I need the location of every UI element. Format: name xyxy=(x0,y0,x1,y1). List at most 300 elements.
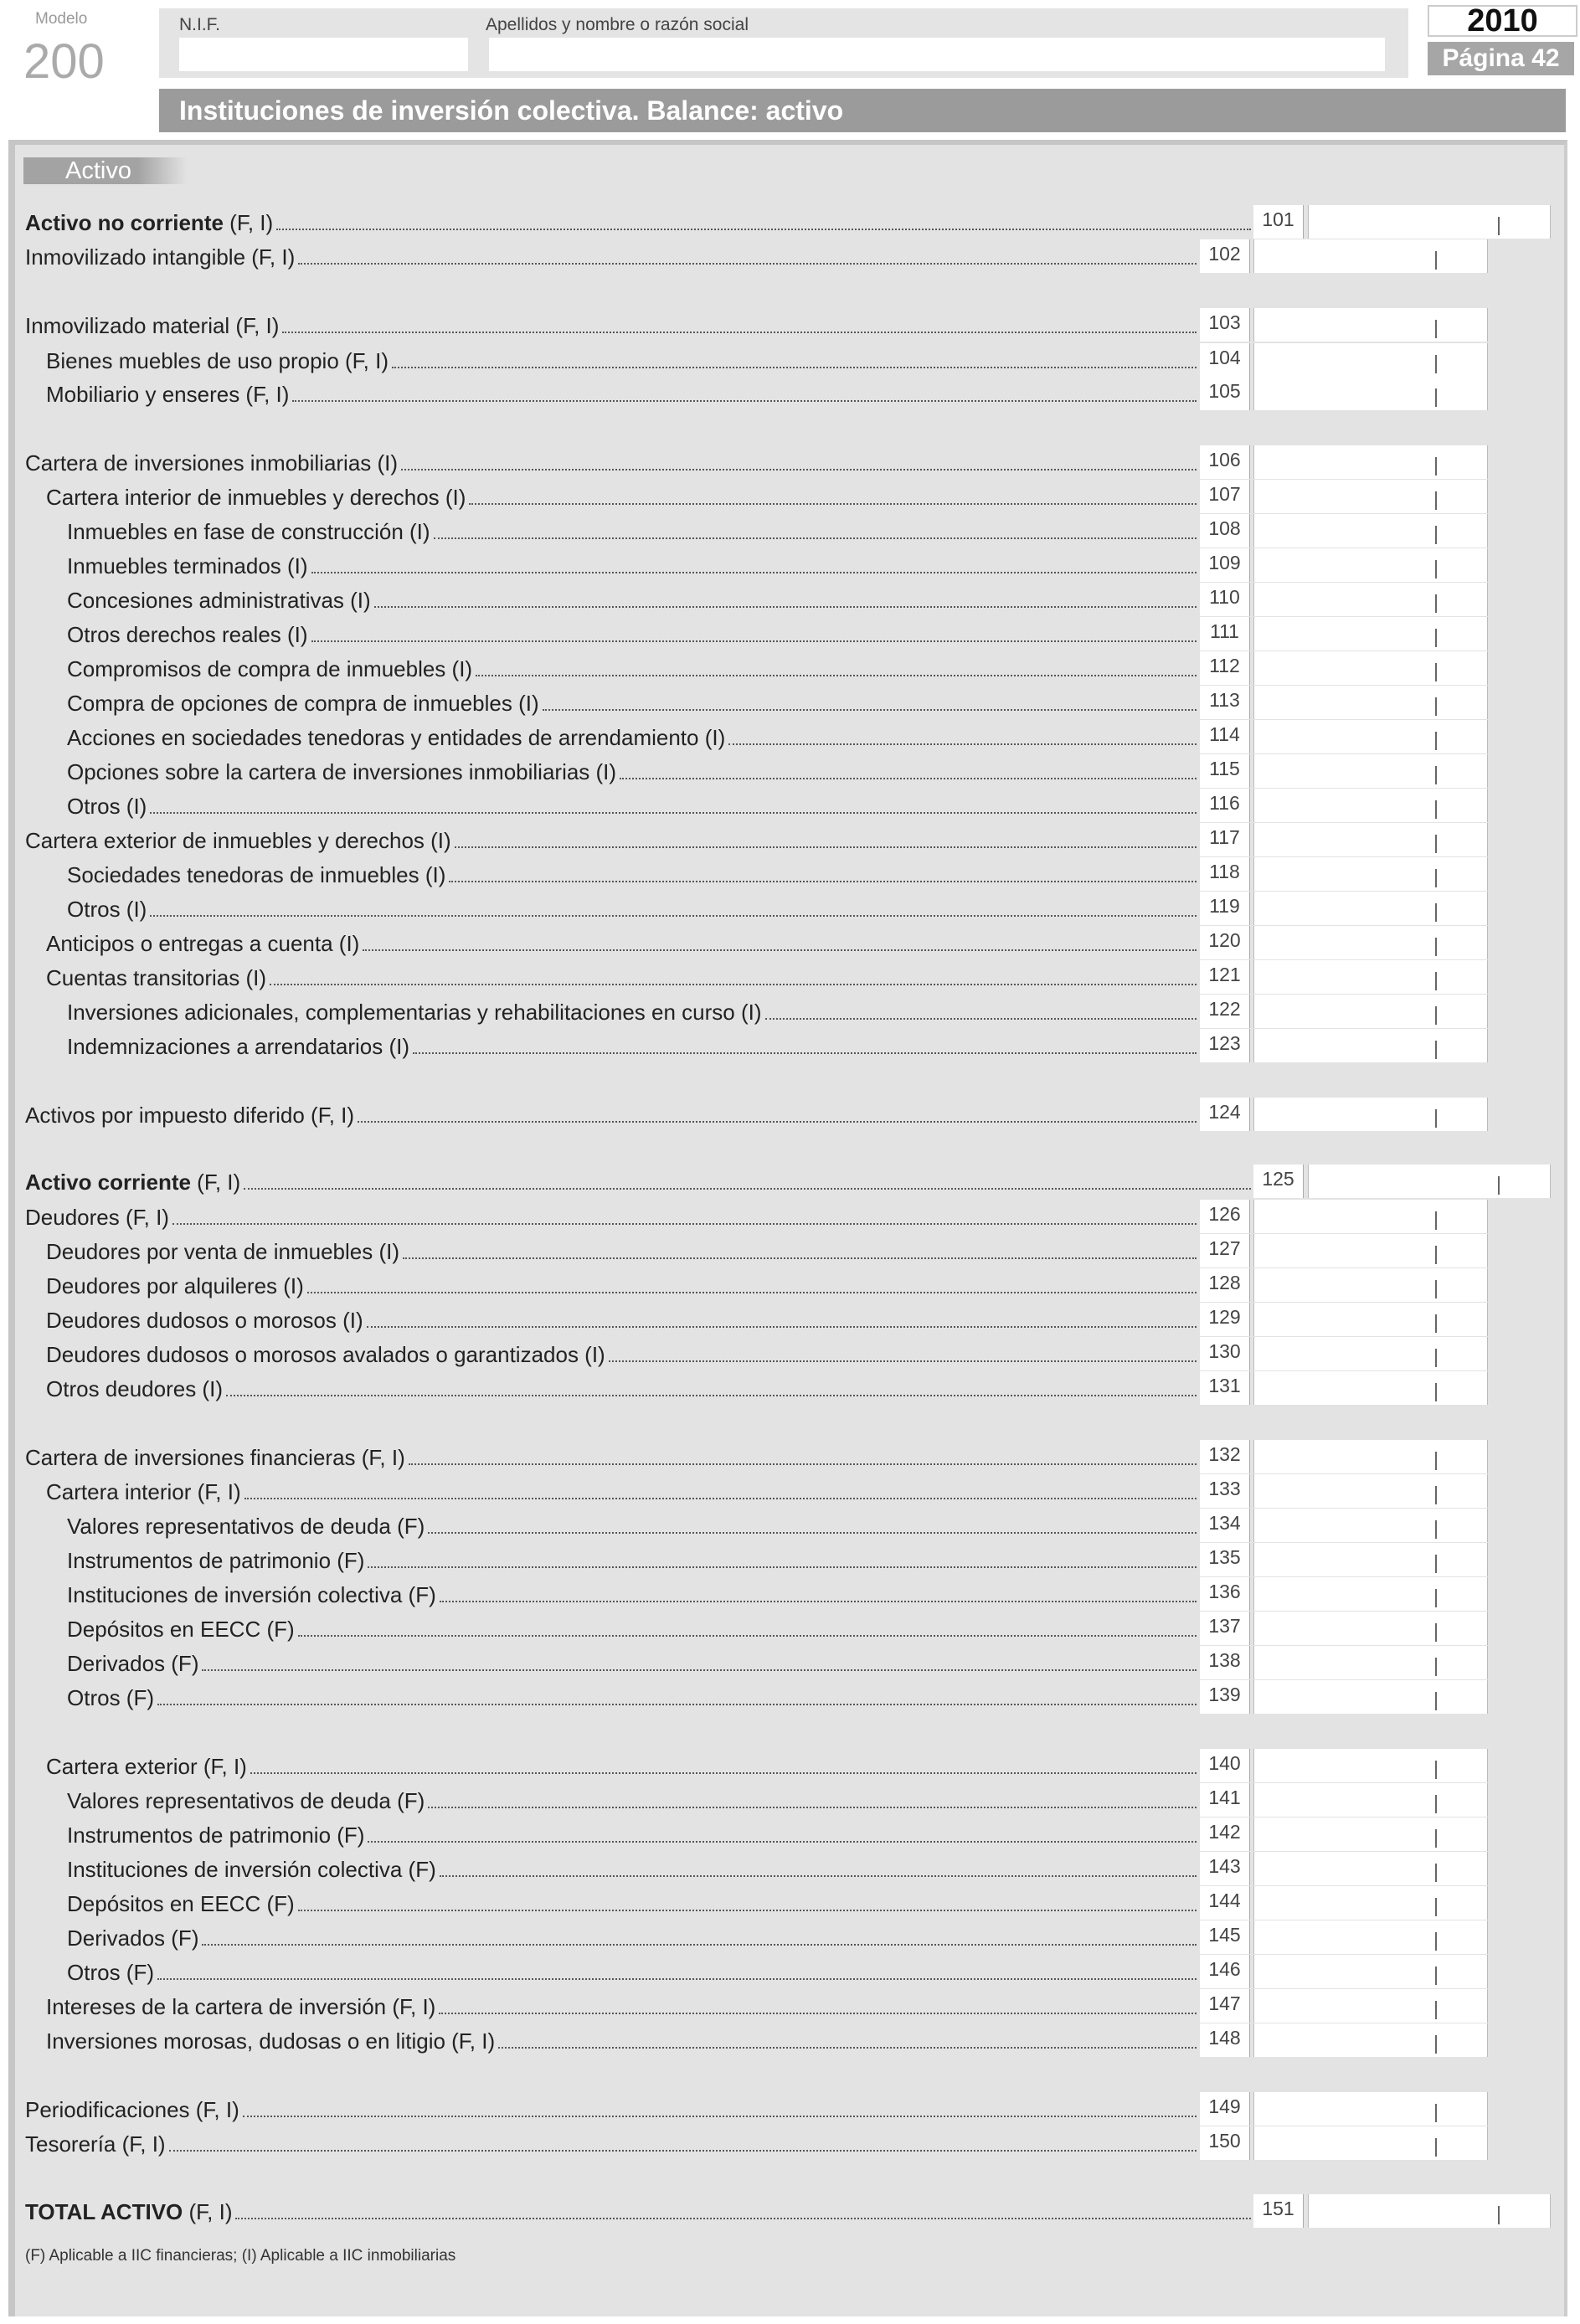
row-label-text xyxy=(67,725,725,750)
decimal-separator-mark xyxy=(1435,1555,1437,1573)
amount-field[interactable] xyxy=(1253,2126,1488,2160)
amount-field[interactable] xyxy=(1308,205,1551,239)
leader-dots xyxy=(498,2047,1197,2049)
leader-dots xyxy=(150,812,1197,814)
row-label-main: Indemnizaciones a arrendatarios (I) xyxy=(67,1034,409,1059)
form-row xyxy=(0,892,1580,925)
amount-field[interactable] xyxy=(1253,1920,1488,1954)
row-label-text xyxy=(25,828,451,853)
form-row xyxy=(0,754,1580,788)
decimal-separator-mark xyxy=(1435,1314,1437,1333)
form-row xyxy=(0,239,1580,273)
row-label-text xyxy=(25,1103,354,1128)
row-label-suffix: (F, I) xyxy=(183,2199,233,2224)
row-label-text xyxy=(67,759,616,784)
row-label-main: Activo no corriente xyxy=(25,210,224,235)
form-row xyxy=(0,1098,1580,1131)
row-label-text xyxy=(25,2097,239,2122)
box-code: 128 xyxy=(1200,1268,1250,1302)
leader-dots xyxy=(244,1498,1197,1499)
row-label xyxy=(67,790,1197,819)
form-row xyxy=(0,1371,1580,1405)
row-label-main: Deudores (F, I) xyxy=(25,1205,169,1230)
form-row xyxy=(0,2092,1580,2126)
amount-field[interactable] xyxy=(1308,2194,1551,2228)
nif-field[interactable] xyxy=(179,38,468,71)
form-row xyxy=(0,1612,1580,1645)
leader-dots xyxy=(150,915,1197,917)
leader-dots xyxy=(469,503,1197,505)
row-label-main: Inmovilizado material (F, I) xyxy=(25,313,280,338)
row-label-main: Periodificaciones (F, I) xyxy=(25,2097,239,2122)
amount-field[interactable] xyxy=(1253,1680,1488,1714)
row-label-text xyxy=(46,1754,247,1779)
row-label-text xyxy=(67,1857,436,1882)
decimal-separator-mark xyxy=(1435,1211,1437,1230)
form-row xyxy=(0,789,1580,822)
box-code: 115 xyxy=(1200,754,1250,788)
amount-field[interactable] xyxy=(1253,823,1488,856)
form-row xyxy=(0,308,1580,342)
row-label xyxy=(46,1751,1197,1779)
row-label-main: Compromisos de compra de inmuebles (I) xyxy=(67,656,473,681)
form-row xyxy=(0,823,1580,856)
row-label-main: Intereses de la cartera de inversión (F, I) xyxy=(46,1994,436,2019)
row-label-text xyxy=(67,1891,295,1916)
form-row xyxy=(0,1783,1580,1817)
form-row xyxy=(0,480,1580,513)
amount-field[interactable] xyxy=(1253,308,1488,342)
box-code: 143 xyxy=(1200,1852,1250,1885)
row-label-main: Instituciones de inversión colectiva (F) xyxy=(67,1857,436,1882)
decimal-separator-mark xyxy=(1435,491,1437,510)
form-row xyxy=(0,583,1580,616)
decimal-separator-mark xyxy=(1435,1349,1437,1367)
form-row xyxy=(0,651,1580,685)
row-label-main: Inmuebles terminados (I) xyxy=(67,553,308,578)
leader-dots xyxy=(311,640,1197,642)
row-label xyxy=(67,1854,1197,1882)
row-label-text xyxy=(46,1273,304,1298)
decimal-separator-mark xyxy=(1435,1932,1437,1951)
amount-field[interactable] xyxy=(1253,1474,1488,1508)
form-row xyxy=(0,1543,1580,1576)
box-code: 129 xyxy=(1200,1303,1250,1336)
decimal-separator-mark xyxy=(1435,251,1437,270)
decimal-separator-mark xyxy=(1435,1967,1437,1985)
row-label-main: Otros derechos reales (I) xyxy=(67,622,308,647)
amount-field[interactable] xyxy=(1308,1165,1551,1198)
form-row xyxy=(0,960,1580,994)
form-row xyxy=(0,2194,1580,2228)
leader-dots xyxy=(543,709,1197,711)
amount-field[interactable] xyxy=(1253,1989,1488,2023)
row-label xyxy=(67,756,1197,784)
box-code: 119 xyxy=(1200,892,1250,925)
leader-dots xyxy=(374,606,1197,608)
row-label xyxy=(67,1819,1197,1848)
row-label-main: Bienes muebles de uso propio (F, I) xyxy=(46,348,389,373)
decimal-separator-mark xyxy=(1435,800,1437,819)
amount-field[interactable] xyxy=(1253,1440,1488,1473)
amount-field[interactable] xyxy=(1253,239,1488,273)
form-row xyxy=(0,1303,1580,1336)
year-box: 2010 xyxy=(1428,5,1577,37)
form-row xyxy=(0,514,1580,548)
box-code: 124 xyxy=(1200,1098,1250,1131)
amount-field[interactable] xyxy=(1253,1749,1488,1782)
box-code: 111 xyxy=(1200,617,1250,650)
row-label-suffix: (F, I) xyxy=(223,210,274,235)
leader-dots xyxy=(202,1944,1197,1946)
row-label-text xyxy=(67,519,430,544)
decimal-separator-mark xyxy=(1435,2035,1437,2054)
amount-field[interactable] xyxy=(1253,686,1488,719)
decimal-separator-mark xyxy=(1435,903,1437,922)
amount-field[interactable] xyxy=(1253,995,1488,1028)
row-label-text xyxy=(67,553,308,578)
form-row xyxy=(0,2023,1580,2057)
leader-dots xyxy=(413,1052,1197,1054)
leader-dots xyxy=(476,675,1197,676)
leader-dots xyxy=(157,1704,1197,1705)
form-row xyxy=(0,1818,1580,1851)
form-row xyxy=(0,1234,1580,1267)
row-label-main: Cartera de inversiones financieras (F, I) xyxy=(25,1445,405,1470)
row-label xyxy=(67,1888,1197,1916)
box-code: 134 xyxy=(1200,1509,1250,1542)
amount-field[interactable] xyxy=(1253,1268,1488,1302)
nif-label: N.I.F. xyxy=(179,15,221,34)
row-label xyxy=(67,687,1197,716)
amount-field[interactable] xyxy=(1253,1886,1488,1920)
decimal-separator-mark xyxy=(1435,1589,1437,1607)
row-label-text xyxy=(67,1685,154,1710)
amount-field[interactable] xyxy=(1253,1852,1488,1885)
box-code: 141 xyxy=(1200,1783,1250,1817)
decimal-separator-mark xyxy=(1435,388,1437,407)
row-label-main: Tesorería (F, I) xyxy=(25,2131,166,2157)
row-label-main: Cartera interior de inmuebles y derechos (I) xyxy=(46,485,466,510)
row-label-main: Inmuebles en fase de construcción (I) xyxy=(67,519,430,544)
decimal-separator-mark xyxy=(1498,1176,1500,1195)
amount-field[interactable] xyxy=(1253,1612,1488,1645)
row-label xyxy=(67,1682,1197,1710)
leader-dots xyxy=(235,2218,1251,2219)
row-label-main: Cartera de inversiones inmobiliarias (I) xyxy=(25,450,399,476)
box-code: 104 xyxy=(1200,343,1250,377)
row-label-main: Otros deudores (I) xyxy=(46,1376,223,1401)
amount-field[interactable] xyxy=(1253,1509,1488,1542)
decimal-separator-mark xyxy=(1435,766,1437,784)
modelo-number: 200 xyxy=(23,34,105,89)
form-row xyxy=(0,445,1580,479)
decimal-separator-mark xyxy=(1498,217,1500,235)
amount-field[interactable] xyxy=(1253,857,1488,891)
amount-field[interactable] xyxy=(1253,1337,1488,1370)
row-label-text xyxy=(67,1926,198,1951)
decimal-separator-mark xyxy=(1435,1658,1437,1676)
nombre-field[interactable] xyxy=(489,38,1385,71)
box-code: 150 xyxy=(1200,2126,1250,2160)
decimal-separator-mark xyxy=(1435,2104,1437,2122)
row-label-text xyxy=(67,1617,295,1642)
row-label xyxy=(67,619,1197,647)
row-label-main: Deudores dudosos o morosos avalados o garantizados (I) xyxy=(46,1342,605,1367)
amount-field[interactable] xyxy=(1253,1818,1488,1851)
form-row xyxy=(0,1029,1580,1062)
box-code: 110 xyxy=(1200,583,1250,616)
row-label xyxy=(67,722,1197,750)
leader-dots xyxy=(358,1121,1197,1123)
box-code: 140 xyxy=(1200,1749,1250,1782)
box-code: 106 xyxy=(1200,445,1250,479)
box-code: 116 xyxy=(1200,789,1250,822)
row-label-main: Activos por impuesto diferido (F, I) xyxy=(25,1103,355,1128)
amount-field[interactable] xyxy=(1253,1577,1488,1611)
row-label xyxy=(46,345,1197,373)
leader-dots xyxy=(403,1257,1197,1259)
decimal-separator-mark xyxy=(1435,1520,1437,1539)
row-label xyxy=(46,1236,1197,1264)
box-code: 121 xyxy=(1200,960,1250,994)
row-label xyxy=(46,1270,1197,1298)
taxpayer-header xyxy=(159,8,1408,78)
row-label-text xyxy=(67,862,445,887)
row-label-main: Otros (I) xyxy=(67,897,147,922)
amount-field[interactable] xyxy=(1253,754,1488,788)
decimal-separator-mark xyxy=(1435,972,1437,990)
row-label xyxy=(46,1373,1197,1401)
box-code: 113 xyxy=(1200,686,1250,719)
leader-dots xyxy=(428,1532,1197,1534)
decimal-separator-mark xyxy=(1435,835,1437,853)
amount-field[interactable] xyxy=(1253,1783,1488,1817)
row-label-main: Opciones sobre la cartera de inversiones inmobiliarias (I) xyxy=(67,759,617,784)
row-label-text xyxy=(67,1651,198,1676)
box-code: 109 xyxy=(1200,548,1250,582)
amount-field[interactable] xyxy=(1253,1200,1488,1233)
decimal-separator-mark xyxy=(1435,1383,1437,1401)
row-label-main: Cartera exterior (F, I) xyxy=(46,1754,247,1779)
amount-field[interactable] xyxy=(1253,343,1488,377)
leader-dots xyxy=(455,846,1197,848)
row-label-text xyxy=(67,1000,762,1025)
box-code: 103 xyxy=(1200,308,1250,342)
row-label-main: Mobiliario y enseres (F, I) xyxy=(46,382,290,407)
box-code: 126 xyxy=(1200,1200,1250,1233)
box-code: 146 xyxy=(1200,1955,1250,1988)
decimal-separator-mark xyxy=(1435,1006,1437,1025)
row-label xyxy=(25,1201,1197,1230)
row-label-text xyxy=(25,1170,240,1195)
decimal-separator-mark xyxy=(1435,1280,1437,1298)
leader-dots xyxy=(434,537,1197,539)
box-code: 144 xyxy=(1200,1886,1250,1920)
row-label xyxy=(25,310,1197,338)
form-row xyxy=(0,1165,1580,1198)
row-label xyxy=(25,1166,1251,1195)
amount-field[interactable] xyxy=(1253,1371,1488,1405)
row-label xyxy=(67,1545,1197,1573)
row-label-text xyxy=(67,897,147,922)
leader-dots xyxy=(728,743,1197,745)
leader-dots xyxy=(368,1841,1197,1843)
row-label-text xyxy=(67,1960,154,1985)
amount-field[interactable] xyxy=(1253,1234,1488,1267)
amount-field[interactable] xyxy=(1253,2023,1488,2057)
row-label-main: Instituciones de inversión colectiva (F) xyxy=(67,1582,436,1607)
amount-field[interactable] xyxy=(1253,1303,1488,1336)
leader-dots xyxy=(172,1223,1197,1225)
box-code: 151 xyxy=(1253,2194,1304,2228)
box-code: 105 xyxy=(1200,377,1250,410)
row-label-main: Anticipos o entregas a cuenta (I) xyxy=(46,931,360,956)
decimal-separator-mark xyxy=(1498,2206,1500,2224)
page-title: Instituciones de inversión colectiva. Balance: activo xyxy=(159,89,1566,132)
row-label-main: Valores representativos de deuda (F) xyxy=(67,1788,425,1813)
box-code: 136 xyxy=(1200,1577,1250,1611)
row-label-main: Instrumentos de patrimonio (F) xyxy=(67,1548,365,1573)
decimal-separator-mark xyxy=(1435,1795,1437,1813)
box-code: 114 xyxy=(1200,720,1250,753)
row-label xyxy=(67,1510,1197,1539)
amount-field[interactable] xyxy=(1253,1955,1488,1988)
leader-dots xyxy=(368,1566,1197,1568)
row-label xyxy=(67,1031,1197,1059)
leader-dots xyxy=(298,1635,1197,1637)
row-label xyxy=(46,481,1197,510)
amount-field[interactable] xyxy=(1253,1646,1488,1679)
decimal-separator-mark xyxy=(1435,869,1437,887)
row-label xyxy=(67,653,1197,681)
amount-field[interactable] xyxy=(1253,926,1488,959)
form-row xyxy=(0,343,1580,377)
row-label-main: Deudores por venta de inmuebles (I) xyxy=(46,1239,400,1264)
form-row xyxy=(0,857,1580,891)
decimal-separator-mark xyxy=(1435,1864,1437,1882)
row-label-main: TOTAL ACTIVO xyxy=(25,2199,183,2224)
row-label-text xyxy=(46,382,289,407)
row-label-main: Inversiones adicionales, complementarias y rehabilitaciones en curso (I) xyxy=(67,1000,762,1025)
decimal-separator-mark xyxy=(1435,594,1437,613)
row-label-text xyxy=(46,1342,605,1367)
row-label xyxy=(25,1099,1197,1128)
form-row xyxy=(0,2126,1580,2160)
leader-dots xyxy=(292,400,1197,402)
row-label-text xyxy=(25,2131,166,2157)
amount-field[interactable] xyxy=(1253,548,1488,582)
row-label xyxy=(67,1922,1197,1951)
amount-field[interactable] xyxy=(1253,789,1488,822)
leader-dots xyxy=(765,1018,1197,1020)
row-label xyxy=(67,1579,1197,1607)
row-label xyxy=(25,2128,1197,2157)
amount-field[interactable] xyxy=(1253,720,1488,753)
row-label-main: Cuentas transitorias (I) xyxy=(46,965,266,990)
leader-dots xyxy=(392,367,1197,368)
amount-field[interactable] xyxy=(1253,480,1488,513)
amount-field[interactable] xyxy=(1253,1098,1488,1131)
row-label-suffix: (F, I) xyxy=(190,1170,241,1195)
leader-dots xyxy=(298,1910,1197,1911)
amount-field[interactable] xyxy=(1253,1543,1488,1576)
decimal-separator-mark xyxy=(1435,1692,1437,1710)
decimal-separator-mark xyxy=(1435,663,1437,681)
amount-field[interactable] xyxy=(1253,2092,1488,2126)
leader-dots xyxy=(298,263,1197,265)
row-label-main: Activo corriente xyxy=(25,1170,191,1195)
amount-field[interactable] xyxy=(1253,651,1488,685)
amount-field[interactable] xyxy=(1253,377,1488,410)
box-code: 149 xyxy=(1200,2092,1250,2126)
row-label-text xyxy=(25,2199,232,2224)
box-code: 133 xyxy=(1200,1474,1250,1508)
decimal-separator-mark xyxy=(1435,1041,1437,1059)
row-label-text xyxy=(67,1823,364,1848)
section-tab: Activo xyxy=(23,157,187,184)
form-row xyxy=(0,1852,1580,1885)
row-label xyxy=(46,1476,1197,1504)
modelo-label: Modelo xyxy=(35,10,88,28)
amount-field[interactable] xyxy=(1253,892,1488,925)
row-label-main: Deudores dudosos o morosos (I) xyxy=(46,1308,363,1333)
box-code: 127 xyxy=(1200,1234,1250,1267)
form-row xyxy=(0,720,1580,753)
leader-dots xyxy=(409,1463,1197,1465)
row-label xyxy=(46,1304,1197,1333)
row-label-main: Instrumentos de patrimonio (F) xyxy=(67,1823,365,1848)
leader-dots xyxy=(270,984,1197,985)
leader-dots xyxy=(363,949,1197,951)
row-label xyxy=(67,584,1197,613)
row-label-text xyxy=(67,1514,425,1539)
leader-dots xyxy=(282,332,1197,333)
form-row xyxy=(0,1268,1580,1302)
row-label-main: Derivados (F) xyxy=(67,1926,199,1951)
box-code: 112 xyxy=(1200,651,1250,685)
decimal-separator-mark xyxy=(1435,355,1437,373)
box-code: 148 xyxy=(1200,2023,1250,2057)
box-code: 122 xyxy=(1200,995,1250,1028)
amount-field[interactable] xyxy=(1253,583,1488,616)
row-label-text xyxy=(46,1308,363,1333)
row-label xyxy=(67,996,1197,1025)
row-label xyxy=(25,241,1197,270)
amount-field[interactable] xyxy=(1253,960,1488,994)
row-label-main: Otros (F) xyxy=(67,1960,154,1985)
decimal-separator-mark xyxy=(1435,1246,1437,1264)
decimal-separator-mark xyxy=(1435,2138,1437,2157)
box-code: 137 xyxy=(1200,1612,1250,1645)
row-label-main: Valores representativos de deuda (F) xyxy=(67,1514,425,1539)
row-label-text xyxy=(25,244,295,270)
leader-dots xyxy=(276,229,1251,230)
amount-field[interactable] xyxy=(1253,617,1488,650)
amount-field[interactable] xyxy=(1253,514,1488,548)
leader-dots xyxy=(250,1772,1197,1774)
row-label-main: Inversiones morosas, dudosas o en litigio (F, I) xyxy=(46,2028,496,2054)
row-label xyxy=(67,1785,1197,1813)
amount-field[interactable] xyxy=(1253,1029,1488,1062)
row-label-text xyxy=(67,1548,364,1573)
form-row xyxy=(0,1749,1580,1782)
amount-field[interactable] xyxy=(1253,445,1488,479)
form-row xyxy=(0,1440,1580,1473)
leader-dots xyxy=(202,1669,1197,1671)
row-label-main: Depósitos en EECC (F) xyxy=(67,1617,295,1642)
decimal-separator-mark xyxy=(1435,2001,1437,2019)
